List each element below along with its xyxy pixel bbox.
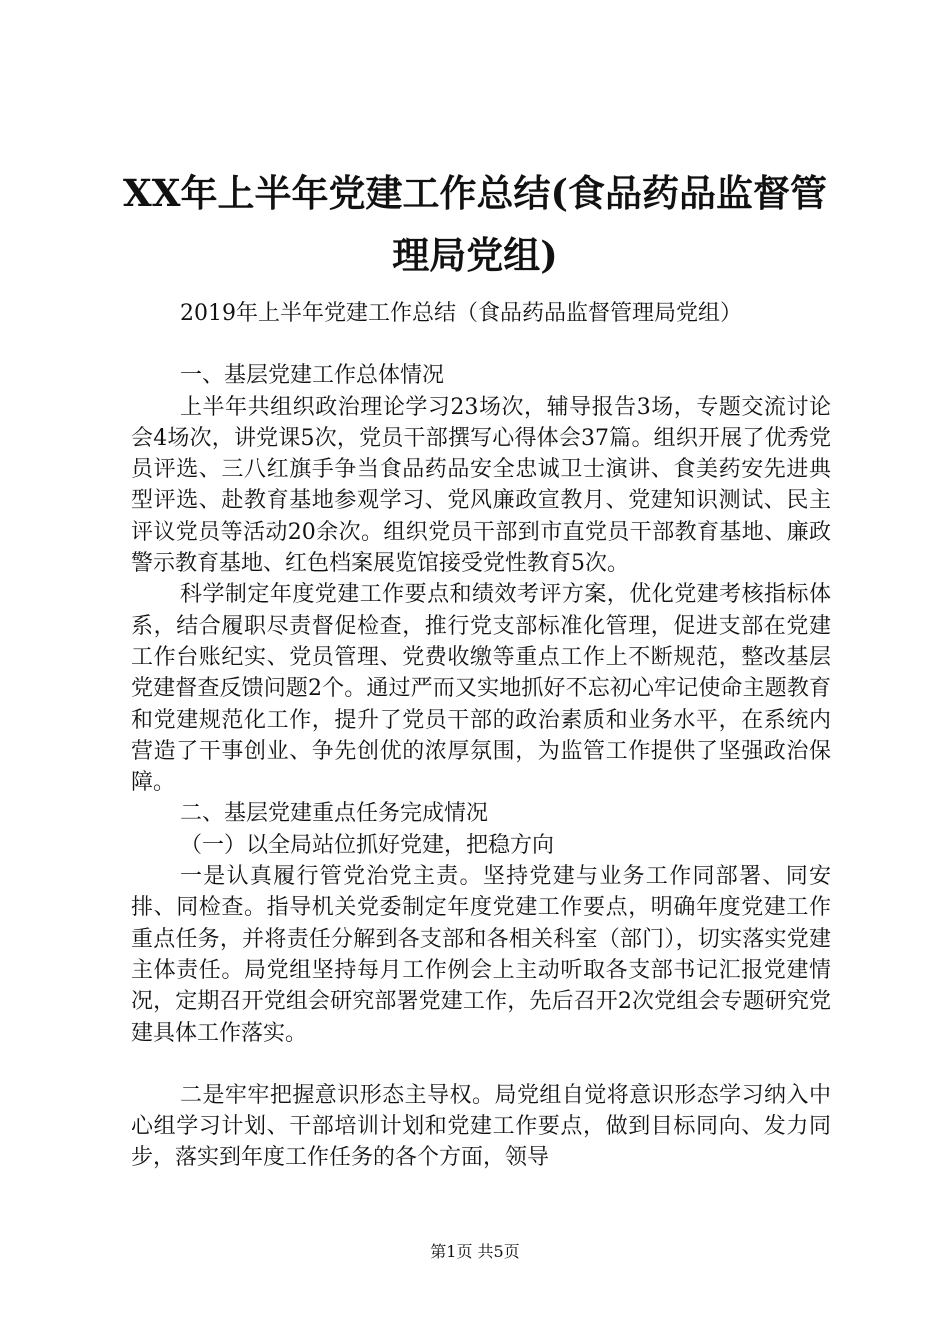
paragraph: 一是认真履行管党治党主责。坚持党建与业务工作同部署、同安排、同检查。指导机关党委制定年度党建工作要点，明确年度党建工作重点任务，并将责任分解到各支部和各相关科室（部门），切实落实党建主体责任。局党组坚持每月工作例会上主动听取各支部书记汇报党建情况，定期召开党组会研究部署党建工作，先后召开2次党组会专题研究党建具体工作落实。 [131,864,831,1046]
paragraph: 上半年共组织政治理论学习23场次，辅导报告3场，专题交流讨论会4场次，讲党课5次，党员干部撰写心得体会37篇。组织开展了优秀党员评选、三八红旗手争当食品药品安全忠诚卫士演讲、食美药安先进典型评选、赴教育基地参观学习、党风廉政宣教月、党建知识测试、民主评议党员等活动20余次。组织党员干部到市直党员干部教育基地、廉政警示教育基地、红色档案展览馆接受党性教育5次。 [131,394,831,577]
subtitle: 2019年上半年党建工作总结（食品药品监督管理局党组） [180,301,742,326]
section-heading-2: 二、基层党建重点任务完成情况 [180,801,489,827]
blank-line [131,1049,831,1080]
document-body [131,298,831,1174]
paragraph: 科学制定年度党建工作要点和绩效考评方案，优化党建考核指标体系，结合履职尽责督促检查，推行党支部标准化管理，促进支部在党建工作台账纪实、党员管理、党费收缴等重点工作上不断规范，整改基层党建督查反馈问题2个。通过严而又实地抓好不忘初心牢记使命主题教育和党建规范化工作，提升了党员干部的政治素质和业务水平，在系统内营造了干事创业、争先创优的浓厚氛围，为监管工作提供了坚强政治保障。 [131,582,831,796]
section-heading-1: 一、基层党建工作总体情况 [180,363,445,389]
document-title: XX年上半年党建工作总结(食品药品监督管理局党组) [123,171,827,277]
blank-line [131,329,831,360]
page-footer: 第1页 共5页 [430,1242,520,1261]
subsection-heading: （一）以全局站位抓好党建，把稳方向 [180,832,555,858]
paragraph: 二是牢牢把握意识形态主导权。局党组自觉将意识形态学习纳入中心组学习计划、干部培训计划和党建工作要点，做到目标同向、发力同步，落实到年度工作任务的各个方面，领导 [131,1082,831,1171]
